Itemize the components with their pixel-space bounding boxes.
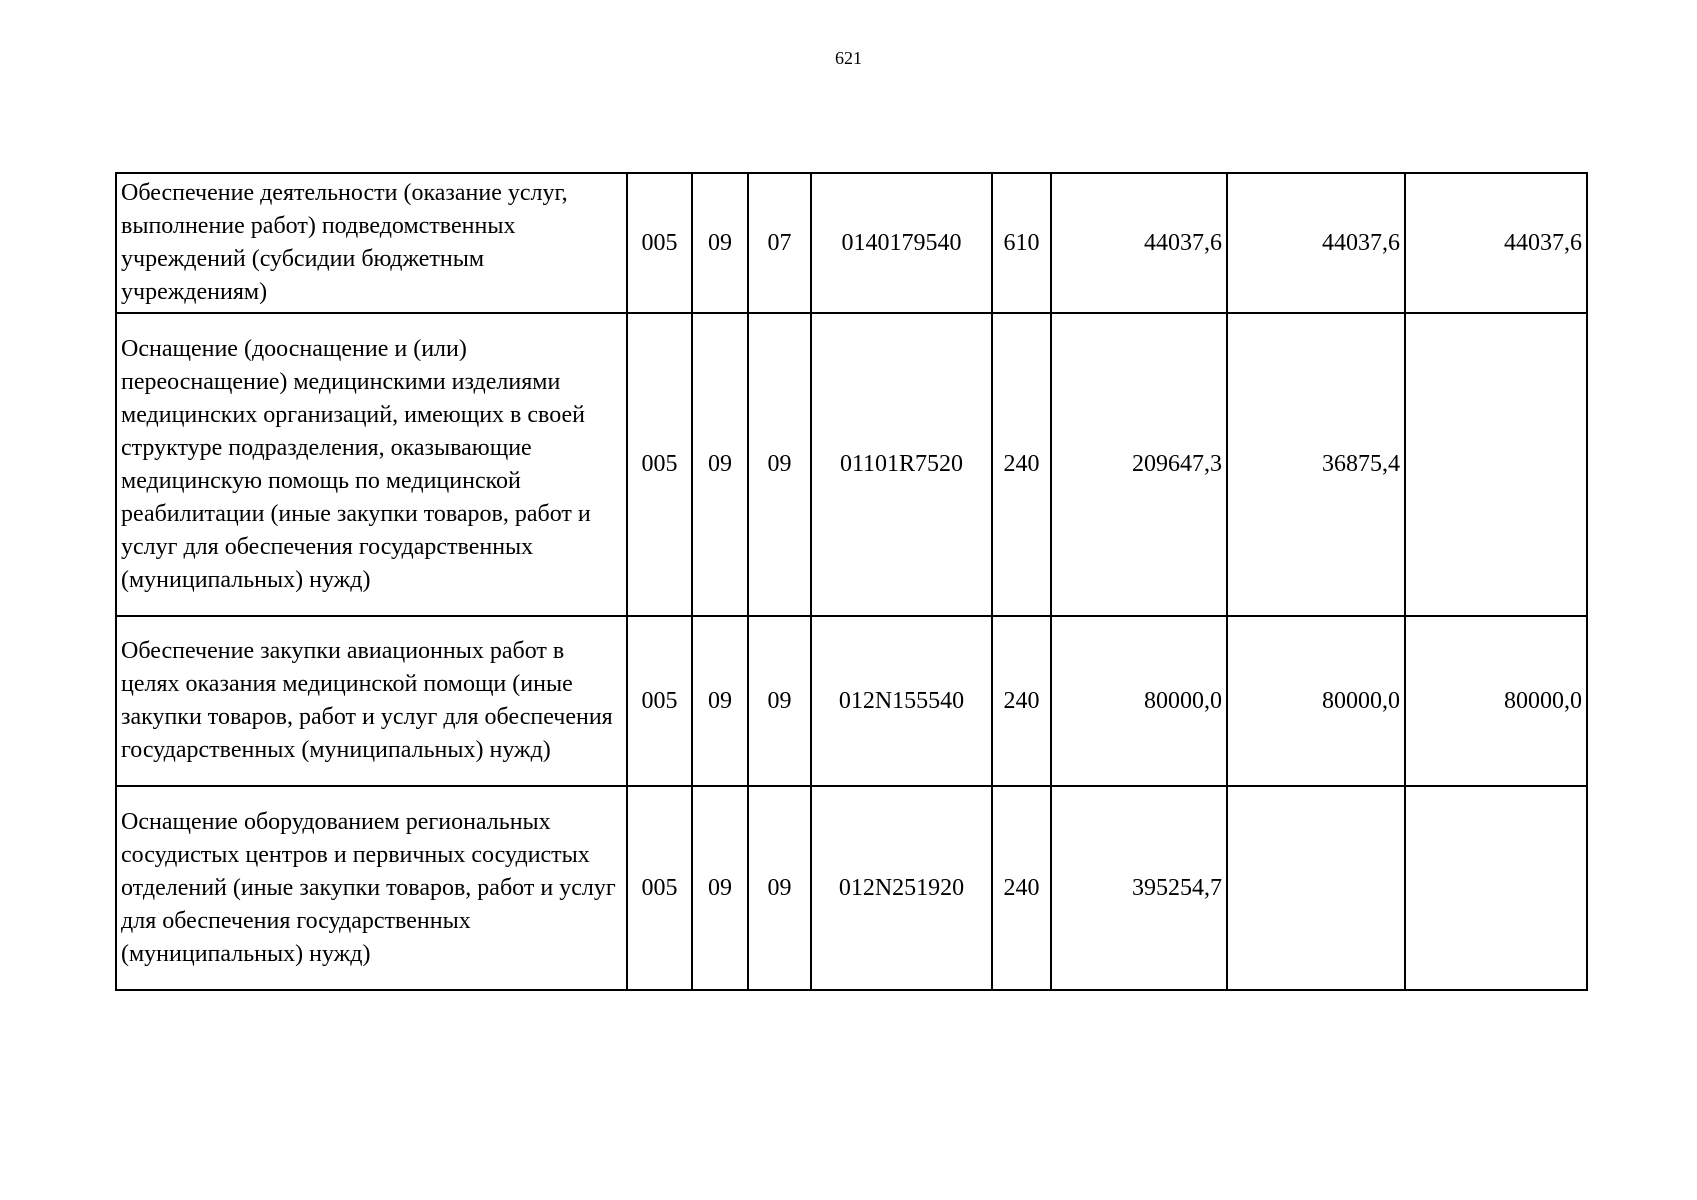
amount-year-1: 44037,6 [1051, 173, 1227, 313]
table-row [116, 173, 1587, 313]
expense-type-code: 610 [992, 173, 1051, 313]
target-item-code: 01101R7520 [811, 313, 992, 616]
row-description: Оснащение оборудованием региональных сосудистых центров и первичных сосудистых отделений (иные закупки товаров, работ и услуг для обеспечения государственных (муниципальных) нужд) [116, 786, 627, 990]
table-row [116, 616, 1587, 786]
ministry-code: 005 [627, 173, 692, 313]
table-row [116, 786, 1587, 990]
ministry-code: 005 [627, 313, 692, 616]
subsection-code: 09 [748, 786, 811, 990]
row-description: Обеспечение деятельности (оказание услуг, выполнение работ) подведомственных учреждений (субсидии бюджетным учреждениям) [116, 173, 627, 313]
amount-year-3 [1405, 313, 1587, 616]
target-item-code: 012N155540 [811, 616, 992, 786]
table-row [116, 313, 1587, 616]
target-item-code: 012N251920 [811, 786, 992, 990]
amount-year-2: 80000,0 [1227, 616, 1405, 786]
amount-year-3 [1405, 786, 1587, 990]
amount-year-1: 395254,7 [1051, 786, 1227, 990]
expense-type-code: 240 [992, 313, 1051, 616]
row-description: Оснащение (дооснащение и (или) переоснащение) медицинскими изделиями медицинских организаций, имеющих в своей структуре подразделения, оказывающие медицинскую помощь по медицинской реабилитации (иные закупки товаров, работ и услуг для обеспечения государственных (муниципальных) нужд) [116, 313, 627, 616]
ministry-code: 005 [627, 786, 692, 990]
amount-year-2: 44037,6 [1227, 173, 1405, 313]
page-number: 621 [835, 48, 862, 68]
amount-year-3: 44037,6 [1405, 173, 1587, 313]
ministry-code: 005 [627, 616, 692, 786]
amount-year-2: 36875,4 [1227, 313, 1405, 616]
subsection-code: 09 [748, 313, 811, 616]
amount-year-1: 80000,0 [1051, 616, 1227, 786]
row-description: Обеспечение закупки авиационных работ в целях оказания медицинской помощи (иные закупки товаров, работ и услуг для обеспечения государственных (муниципальных) нужд) [116, 616, 627, 786]
amount-year-3: 80000,0 [1405, 616, 1587, 786]
target-item-code: 0140179540 [811, 173, 992, 313]
budget-table [115, 172, 1588, 991]
section-code: 09 [692, 173, 748, 313]
amount-year-1: 209647,3 [1051, 313, 1227, 616]
expense-type-code: 240 [992, 616, 1051, 786]
section-code: 09 [692, 786, 748, 990]
subsection-code: 07 [748, 173, 811, 313]
section-code: 09 [692, 313, 748, 616]
section-code: 09 [692, 616, 748, 786]
subsection-code: 09 [748, 616, 811, 786]
expense-type-code: 240 [992, 786, 1051, 990]
amount-year-2 [1227, 786, 1405, 990]
